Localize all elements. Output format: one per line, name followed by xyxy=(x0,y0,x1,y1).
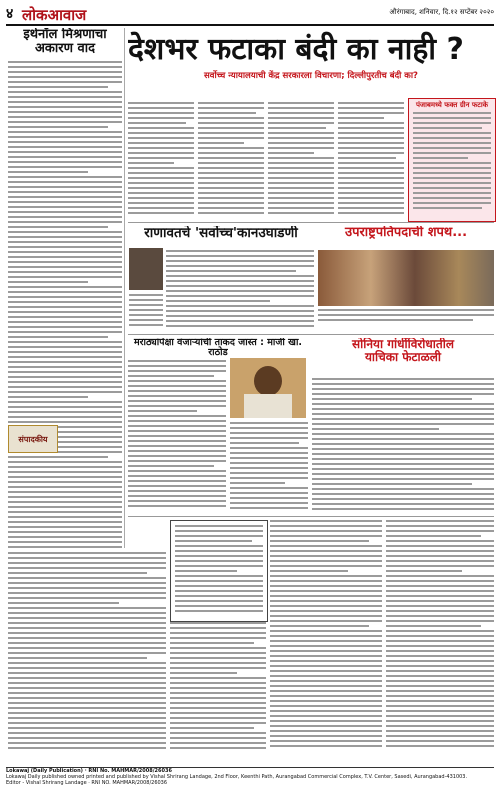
rathod-body-1 xyxy=(128,360,226,510)
editorial-column xyxy=(8,28,122,548)
sonia-body xyxy=(312,378,494,513)
rule-2 xyxy=(128,334,494,335)
imprint-footer xyxy=(6,767,494,792)
rathod-body-2 xyxy=(230,422,308,512)
lead-body-col2 xyxy=(198,102,264,218)
editorial-title xyxy=(8,28,122,55)
sonia-story xyxy=(312,338,494,374)
imprint-line2: Lokawaj Daily published owned printed and published by Vishal Shrirang Landage, 2nd Floor, Keenthi Path, Aurangabad Commercial Complex, T.V. Center, Sasedi, Aurangabad-431003. xyxy=(6,774,468,780)
mid-left-body2 xyxy=(129,294,163,332)
editorial-badge xyxy=(8,425,58,453)
editorial-title-line2: अकारण वाद xyxy=(34,40,96,56)
lead-body-col4 xyxy=(338,102,404,218)
lead-body-col1 xyxy=(128,102,194,218)
mid-left-headline: राणावतचे 'सर्वोच्च'कानउघाडणी xyxy=(144,226,298,241)
lead-headline: देशभर फटाका बंदी का नाही ? xyxy=(128,32,464,67)
photo-caption xyxy=(318,309,494,329)
lower-col-2 xyxy=(170,622,266,752)
dateline: औरंगाबाद, शनिवार, दि.१२ सप्टेंबर २०२० xyxy=(389,8,494,16)
imprint-line1: Lokawaj (Daily Publication) · RNI No. MAHMAR/2008/26036 xyxy=(6,768,172,774)
sonia-headline-line2: याचिका फेटाळली xyxy=(364,349,442,364)
rathod-headline: मराठ्यांपेक्षा वंजाऱ्यांची ताकद जास्त : माजी खा. राठोड xyxy=(133,338,303,358)
lead-body-col3 xyxy=(268,102,334,218)
lead-subhead: सर्वोच्च न्यायालयाची केंद्र सरकारला विचारणा; दिल्लीपुरतीच बंदी का? xyxy=(204,70,418,81)
column-divider xyxy=(124,28,125,548)
rule-3 xyxy=(128,516,494,517)
masthead-logo: लोकआवाज xyxy=(22,6,87,24)
mid-right-story xyxy=(318,226,494,252)
sonia-headline-line1: सोनिया गांधींविरोधातील xyxy=(352,338,454,351)
side-box xyxy=(408,98,496,222)
page-number: ४ xyxy=(6,6,14,22)
rathod-photo xyxy=(230,358,306,418)
mid-right-headline: उपराष्ट्रपतिपदाची शपथ... xyxy=(344,226,468,240)
brief-box xyxy=(170,520,268,622)
editorial-title-line1: इथेनॉल मिश्रणाचा xyxy=(23,28,107,42)
editorial-badge-label: संपादकीय xyxy=(18,435,48,444)
lower-col-4 xyxy=(386,520,494,752)
lower-col-1 xyxy=(8,552,166,752)
oath-ceremony-photo xyxy=(318,250,494,306)
side-box-title: पंजाबमध्ये फक्त ग्रीन फटाके xyxy=(415,101,489,109)
page-header xyxy=(6,4,494,26)
editorial-body-text xyxy=(8,61,122,548)
mid-left-body xyxy=(166,250,314,332)
imprint-line3: Editor - Vishal Shrirang Landage · RNI NO. MAHMAR/2008/26036 xyxy=(6,780,168,786)
rule-1 xyxy=(128,222,494,223)
lower-col-3 xyxy=(270,520,382,752)
portrait-photo xyxy=(129,248,163,290)
